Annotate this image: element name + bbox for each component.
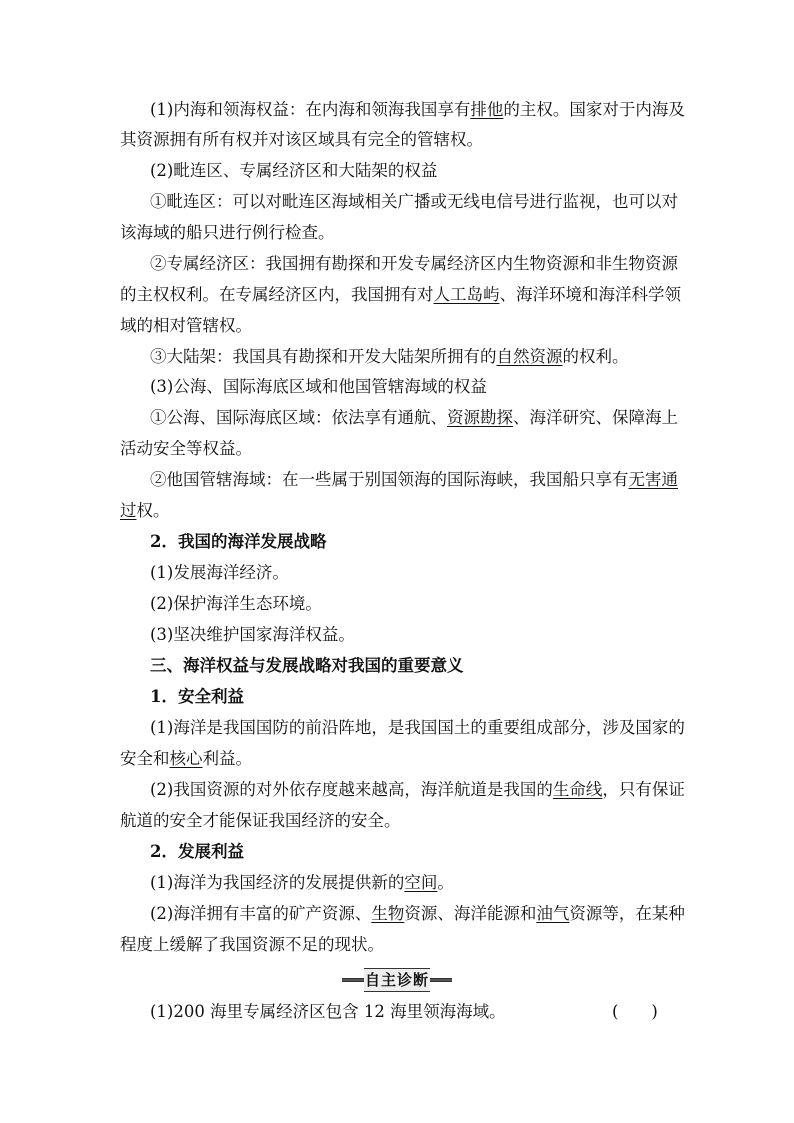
text-line: 该海域的船只进行例行检查。 — [120, 223, 335, 242]
answer-paren[interactable]: ( ) — [612, 1002, 658, 1021]
self-check-banner — [342, 968, 452, 990]
text-line: 航道的安全才能保证我国经济的安全。 — [120, 811, 401, 830]
text-line: ②专属经济区：我国拥有勘探和开发专属经济区内生物资源和非生物资源 — [150, 254, 678, 273]
text-line: (3)坚决维护国家海洋权益。 — [150, 625, 355, 644]
text-line: 安全和核心利益。 — [120, 749, 252, 768]
text-line: 活动安全等权益。 — [120, 439, 252, 458]
text-line: ①公海、国际海底区域：依法享有通航、资源勘探、海洋研究、保障海上 — [150, 408, 678, 427]
banner-left-bar — [342, 978, 364, 982]
text-line: ②他国管辖海域：在一些属于别国领海的国际海峡，我国船只享有无害通 — [150, 470, 678, 489]
text-line: 程度上缓解了我国资源不足的现状。 — [120, 935, 384, 954]
text-line: (1)海洋为我国经济的发展提供新的空间。 — [150, 873, 454, 892]
text-line: 的主权权利。在专属经济区内，我国拥有对人工岛屿、海洋环境和海洋科学领 — [120, 285, 681, 304]
text-line: ①毗连区：可以对毗连区海域相关广播或无线电信号进行监视，也可以对 — [150, 192, 678, 211]
section-heading: 2．我国的海洋发展战略 — [150, 532, 327, 551]
text-line: (1)内海和领海权益：在内海和领海我国享有排他的主权。国家对于内海及 — [150, 100, 685, 119]
banner-right-bar — [430, 978, 452, 982]
section-heading: 1．安全利益 — [150, 687, 244, 706]
text-line: ③大陆架：我国具有勘探和开发大陆架所拥有的自然资源的权利。 — [150, 347, 629, 366]
text-line: (2)保护海洋生态环境。 — [150, 594, 322, 613]
text-line: 域的相对管辖权。 — [120, 316, 252, 335]
text-line: (2)毗连区、专属经济区和大陆架的权益 — [150, 161, 438, 180]
banner-label: 自主诊断 — [364, 968, 430, 992]
text-line: 其资源拥有所有权并对该区域具有完全的管辖权。 — [120, 130, 483, 149]
chapter-heading: 三、海洋权益与发展战略对我国的重要意义 — [150, 656, 464, 675]
section-heading: 2．发展利益 — [150, 842, 244, 861]
text-line: (2)海洋拥有丰富的矿产资源、生物资源、海洋能源和油气资源等，在某种 — [150, 904, 685, 923]
text-line: (1)海洋是我国国防的前沿阵地，是我国国土的重要组成部分，涉及国家的 — [150, 718, 685, 737]
text-line: (2)我国资源的对外依存度越来越高，海洋航道是我国的生命线，只有保证 — [150, 780, 685, 799]
text-line: 过权。 — [120, 501, 170, 520]
question-line: (1)200 海里专属经济区包含 12 海里领海海域。 — [150, 1002, 506, 1021]
text-line: (3)公海、国际海底区域和他国管辖海域的权益 — [150, 377, 487, 396]
text-line: (1)发展海洋经济。 — [150, 563, 289, 582]
